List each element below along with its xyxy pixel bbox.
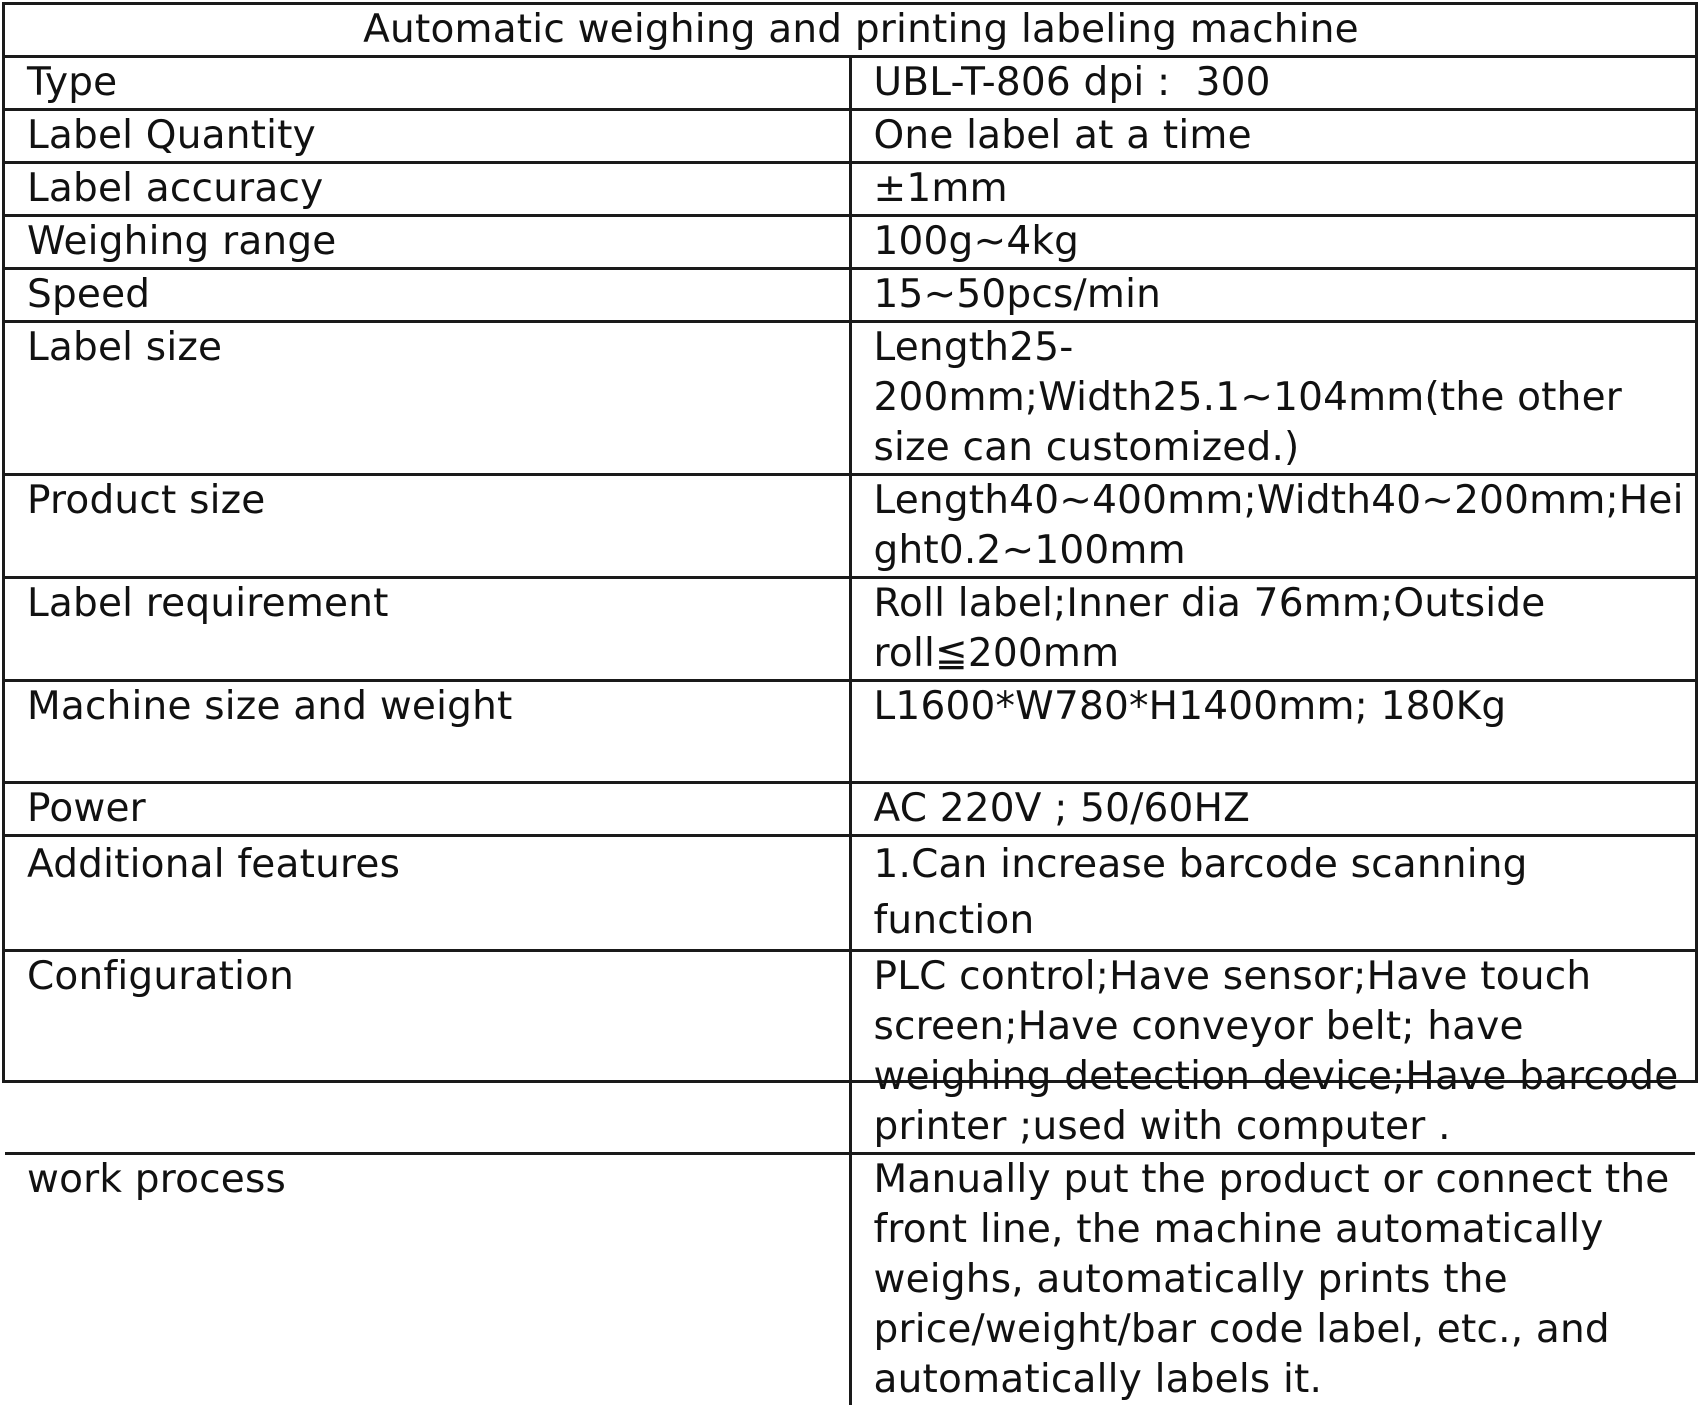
row-label-label-accuracy: Label accuracy xyxy=(5,163,850,216)
table-row xyxy=(5,216,1695,269)
table-row xyxy=(5,322,1695,475)
row-label-type: Type xyxy=(5,57,850,110)
table-row xyxy=(5,163,1695,216)
row-value-speed: 15~50pcs/min xyxy=(850,269,1695,322)
row-label-power: Power xyxy=(5,783,850,836)
table-row xyxy=(5,951,1695,1154)
row-value-label-size: Length25-200mm;Width25.1~104mm(the other size can customized.) xyxy=(850,322,1695,475)
row-value-power: AC 220V ; 50/60HZ xyxy=(850,783,1695,836)
row-value-type: UBL-T-806 dpi : 300 xyxy=(850,57,1695,110)
table-row xyxy=(5,578,1695,681)
table-row xyxy=(5,836,1695,951)
row-label-weighing-range: Weighing range xyxy=(5,216,850,269)
row-label-work-process: work process xyxy=(5,1154,850,1405)
row-value-product-size: Length40~400mm;Width40~200mm;Height0.2~100mm xyxy=(850,475,1695,578)
row-label-label-quantity: Label Quantity xyxy=(5,110,850,163)
row-label-label-size: Label size xyxy=(5,322,850,475)
row-value-additional-features: 1.Can increase barcode scanning function xyxy=(850,836,1695,951)
row-value-work-process: Manually put the product or connect the front line, the machine automatically weighs, automatically prints the price/weight/bar code label, etc., and automatically labels it. xyxy=(850,1154,1695,1405)
row-value-machine-size: L1600*W780*H1400mm; 180Kg xyxy=(850,681,1695,783)
table-row xyxy=(5,475,1695,578)
row-value-label-requirement: Roll label;Inner dia 76mm;Outside roll≦200mm xyxy=(850,578,1695,681)
table-row xyxy=(5,1154,1695,1405)
table-row xyxy=(5,681,1695,783)
table-row xyxy=(5,57,1695,110)
spec-sheet xyxy=(2,2,1698,1083)
row-label-configuration: Configuration xyxy=(5,951,850,1154)
table-row xyxy=(5,783,1695,836)
row-label-product-size: Product size xyxy=(5,475,850,578)
row-value-label-quantity: One label at a time xyxy=(850,110,1695,163)
row-label-speed: Speed xyxy=(5,269,850,322)
row-value-weighing-range: 100g~4kg xyxy=(850,216,1695,269)
table-row xyxy=(5,110,1695,163)
row-label-label-requirement: Label requirement xyxy=(5,578,850,681)
row-label-additional-features: Additional features xyxy=(5,836,850,951)
row-label-machine-size: Machine size and weight xyxy=(5,681,850,783)
row-value-configuration: PLC control;Have sensor;Have touch screen;Have conveyor belt; have weighing detection device;Have barcode printer ;used with computer . xyxy=(850,951,1695,1154)
table-row xyxy=(5,269,1695,322)
row-value-label-accuracy: ±1mm xyxy=(850,163,1695,216)
title-row xyxy=(5,5,1695,57)
spec-table xyxy=(5,5,1695,1405)
table-title: Automatic weighing and printing labeling machine xyxy=(5,5,1695,57)
